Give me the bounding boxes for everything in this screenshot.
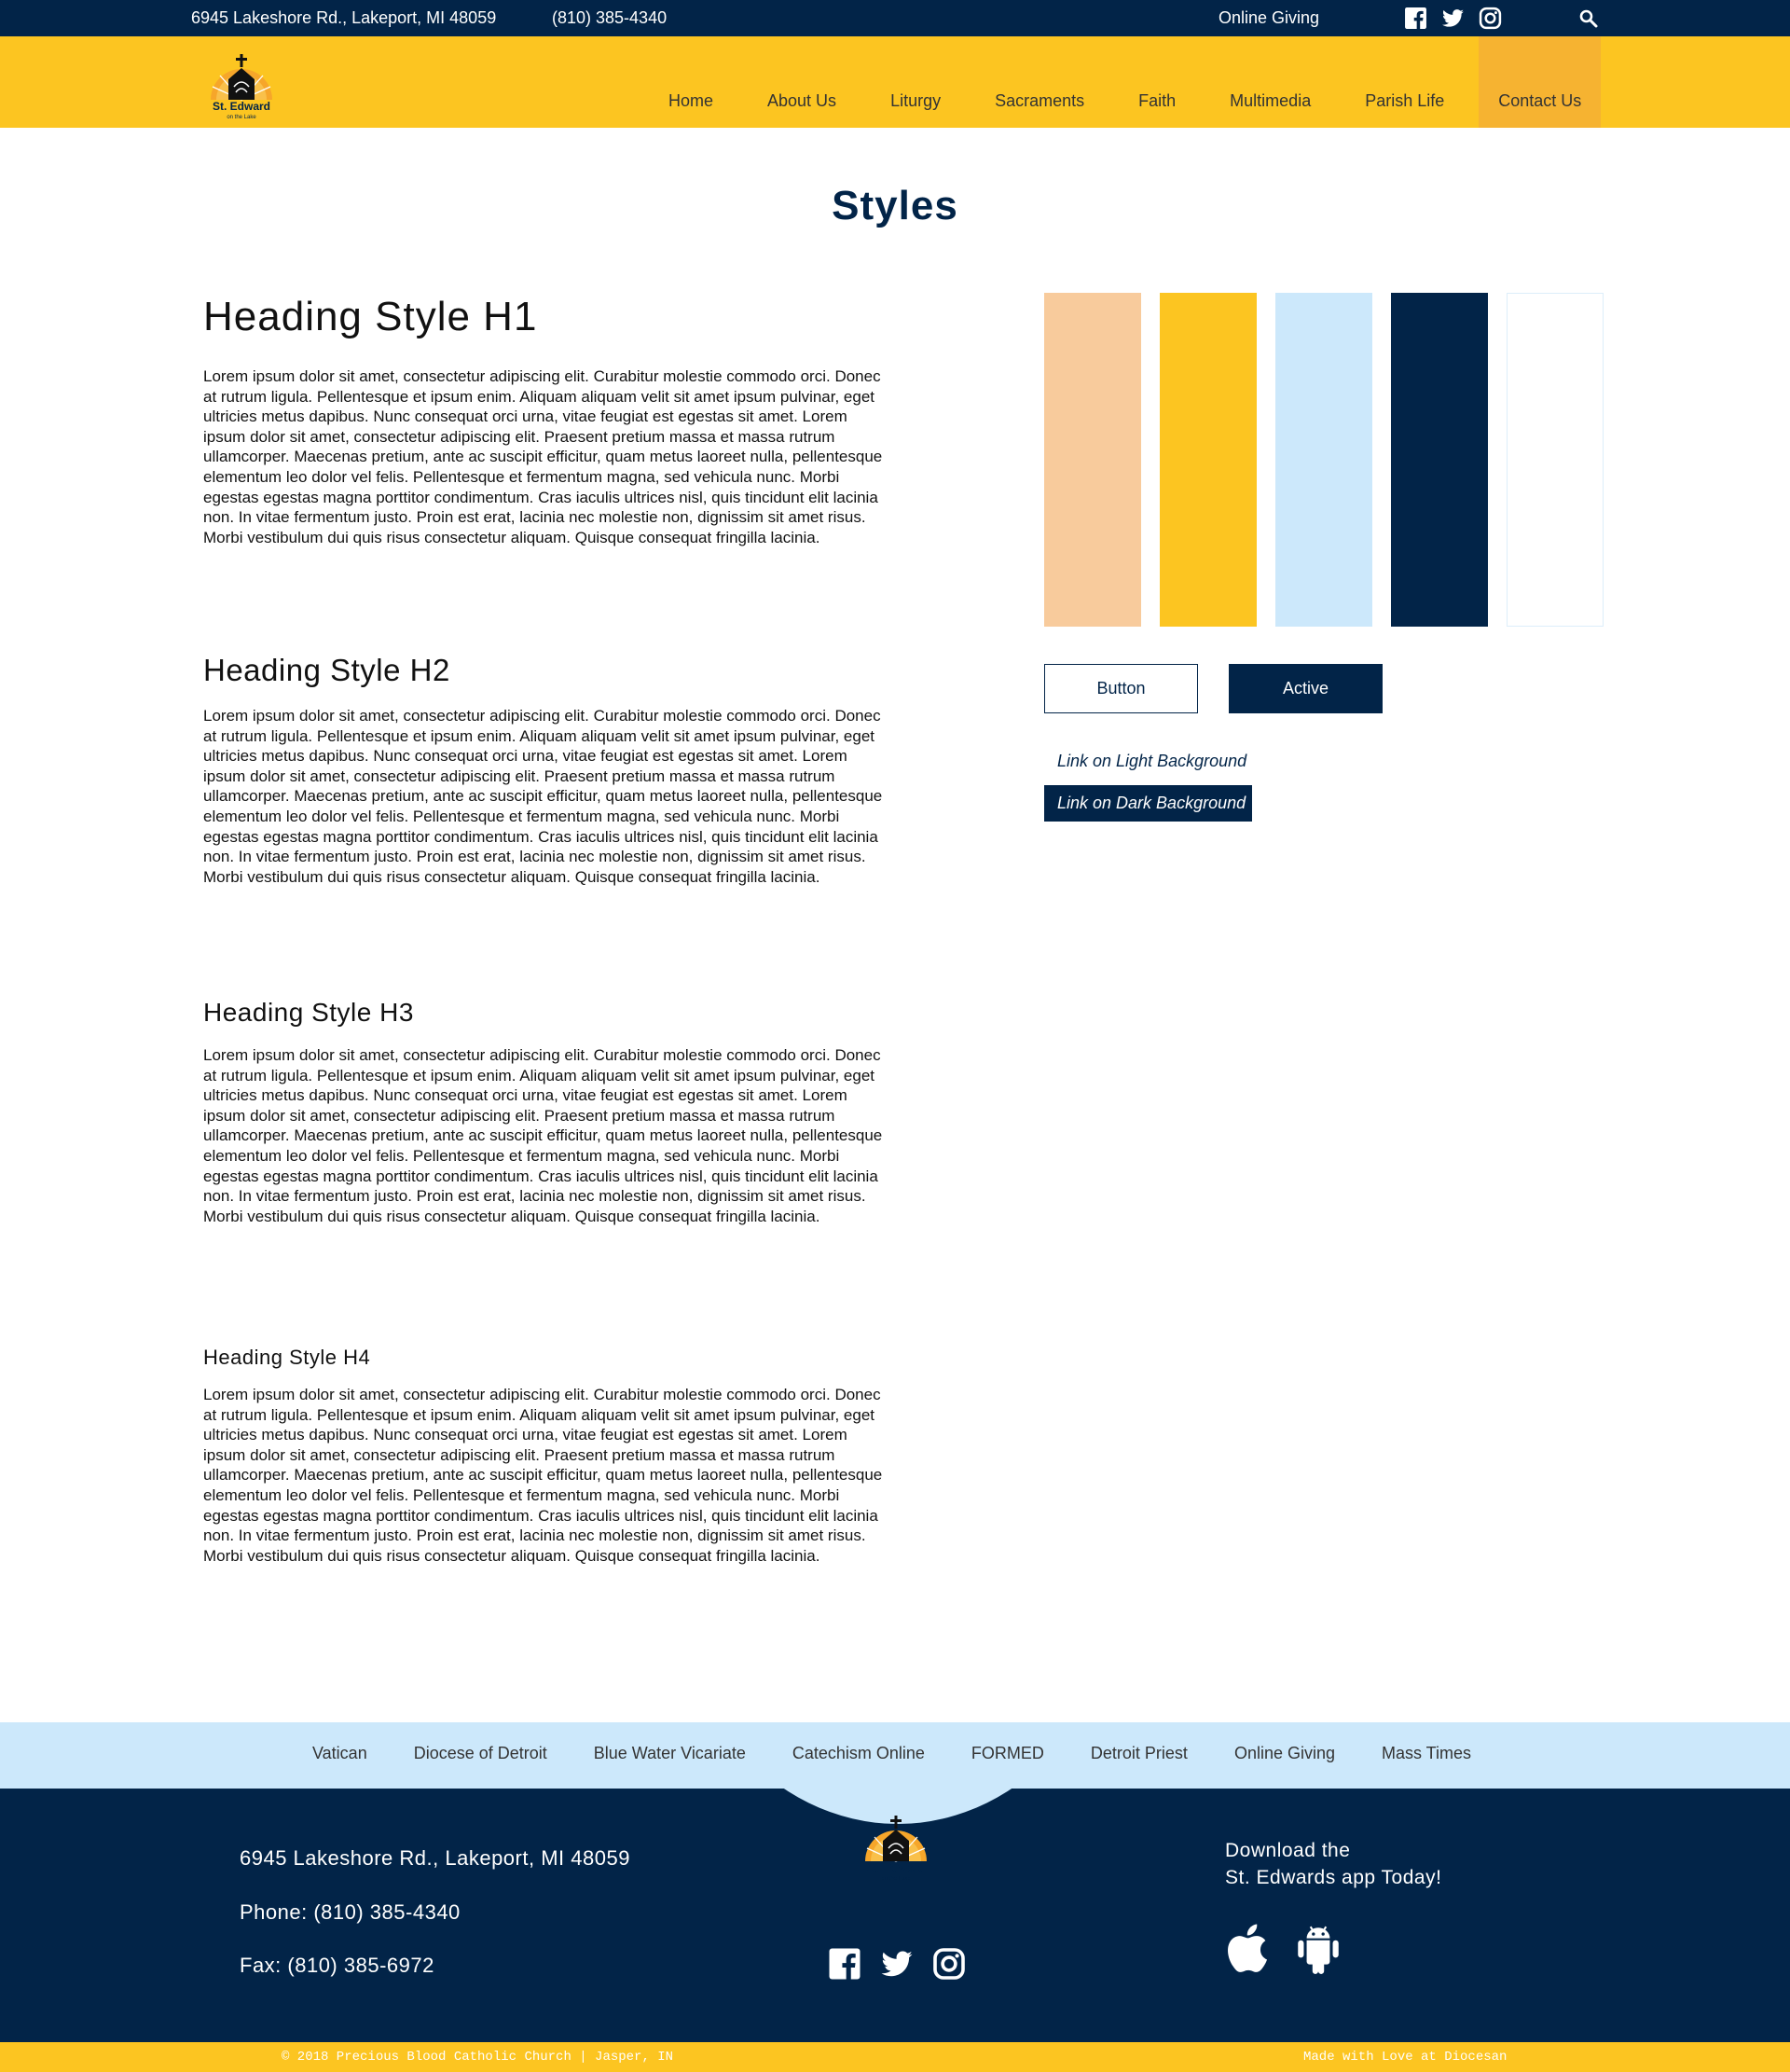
nav-item-about-us[interactable]: About Us xyxy=(767,91,837,110)
footer-logo[interactable] xyxy=(854,1807,938,1884)
parish-logo[interactable] xyxy=(203,46,280,122)
paragraph-h4: Lorem ipsum dolor sit amet, consectetur adipiscing elit. Curabitur molestie commodo orci. Donec at rutrum ligula. Pellentesque et ipsum enim. Aliquam aliquam velit sit amet ipsum pulvinar, eget ultricies metus dapibus. Nunc consequat orci urna, vitae feugiat est egestas sit amet. Lorem ipsum dolor sit amet, consectetur adipiscing elit. Praesent pretium massa et massa rutrum ullamcorper. Maecenas pretium, ante ac suscipit efficitur, quam metus laoreet nulla, pellentesque elementum leo dolor vel felis. Pellentesque et fermentum magna, sed vehicula nunc. Morbi egestas egestas magna porttitor condimentum. Cras iaculis ultrices nisl, quis tincidunt elit lacinia non. In vitae fermentum justo. Proin est erat, lacinia nec molestie non, dignissim sit amet risus. Morbi vestibulum dui quis risus consectetur aliquam. Quisque consequat fringilla lacinia. xyxy=(203,1386,883,1565)
heading-h2: Heading Style H2 xyxy=(203,653,450,687)
top-phone[interactable]: (810) 385-4340 xyxy=(552,8,668,27)
twitter-icon[interactable] xyxy=(880,1947,914,1981)
search-icon[interactable] xyxy=(1577,7,1600,30)
footer-link-detroit-priest[interactable]: Detroit Priest xyxy=(1090,1744,1188,1762)
nav-item-liturgy[interactable]: Liturgy xyxy=(890,91,942,110)
swatch-white xyxy=(1507,293,1604,627)
footer-link-vatican[interactable]: Vatican xyxy=(312,1744,367,1762)
heading-h1: Heading Style H1 xyxy=(203,294,538,339)
nav-item-contact-us[interactable]: Contact Us xyxy=(1479,36,1601,128)
dark-link-container xyxy=(1044,785,1252,822)
footer-fax: Fax: (810) 385-6972 xyxy=(240,1954,434,1977)
footer-phone[interactable]: Phone: (810) 385-4340 xyxy=(240,1900,461,1924)
instagram-icon[interactable] xyxy=(1479,7,1502,30)
nav-item-parish-life[interactable]: Parish Life xyxy=(1365,91,1445,110)
page-title: Styles xyxy=(832,183,958,228)
heading-h4: Heading Style H4 xyxy=(203,1346,371,1369)
facebook-icon[interactable] xyxy=(1404,7,1427,30)
bottom-bar xyxy=(0,2042,1790,2072)
footer-link-catechism-online[interactable]: Catechism Online xyxy=(792,1744,925,1762)
top-social-links xyxy=(1404,7,1502,30)
facebook-icon[interactable] xyxy=(828,1947,861,1981)
paragraph-h1: Lorem ipsum dolor sit amet, consectetur adipiscing elit. Curabitur molestie commodo orci. Donec at rutrum ligula. Pellentesque et ipsum enim. Aliquam aliquam velit sit amet ipsum pulvinar, eget ultricies metus dapibus. Nunc consequat orci urna, vitae feugiat est egestas sit amet. Lorem ipsum dolor sit amet, consectetur adipiscing elit. Praesent pretium massa et massa rutrum ullamcorper. Maecenas pretium, ante ac suscipit efficitur, quam metus laoreet nulla, pellentesque elementum leo dolor vel felis. Pellentesque et fermentum magna, sed vehicula nunc. Morbi egestas egestas magna porttitor condimentum. Cras iaculis ultrices nisl, quis tincidunt elit lacinia non. In vitae fermentum justo. Proin est erat, lacinia nec molestie non, dignissim sit amet risus. Morbi vestibulum dui quis risus consectetur aliquam. Quisque consequat fringilla lacinia. xyxy=(203,367,883,546)
instagram-icon[interactable] xyxy=(932,1947,966,1981)
swatch-peach xyxy=(1044,293,1141,627)
footer-logo-name-text: St. Edward xyxy=(866,1861,926,1874)
footer-links-bar xyxy=(0,1722,1790,1789)
nav-menu xyxy=(634,36,1601,128)
apple-icon[interactable] xyxy=(1221,1921,1270,1975)
footer-logo-subtitle-text: on the Lake xyxy=(881,1876,911,1882)
swatch-light-blue xyxy=(1275,293,1372,627)
footer-link-formed[interactable]: FORMED xyxy=(971,1744,1044,1762)
footer-link-diocese-of-detroit[interactable]: Diocese of Detroit xyxy=(413,1744,547,1762)
footer-address: 6945 Lakeshore Rd., Lakeport, MI 48059 xyxy=(240,1846,630,1870)
footer-link-online-giving[interactable]: Online Giving xyxy=(1233,1744,1335,1762)
footer-social-links xyxy=(828,1947,966,1981)
top-bar xyxy=(0,0,1790,36)
footer-link-blue-water-vicariate[interactable]: Blue Water Vicariate xyxy=(593,1744,746,1762)
logo-subtitle-text: on the Lake xyxy=(227,115,256,120)
main-navigation xyxy=(0,36,1790,128)
nav-item-faith[interactable]: Faith xyxy=(1138,91,1177,110)
nav-item-home[interactable]: Home xyxy=(668,91,714,110)
nav-item-multimedia[interactable]: Multimedia xyxy=(1230,91,1312,110)
copyright-text: © 2018 Precious Blood Catholic Church | Jasper, IN xyxy=(282,2050,674,2065)
footer xyxy=(0,1789,1790,2042)
paragraph-h3: Lorem ipsum dolor sit amet, consectetur adipiscing elit. Curabitur molestie commodo orci. Donec at rutrum ligula. Pellentesque et ipsum enim. Aliquam aliquam velit sit amet ipsum pulvinar, eget ultricies metus dapibus. Nunc consequat orci urna, vitae feugiat est egestas sit amet. Lorem ipsum dolor sit amet, consectetur adipiscing elit. Praesent pretium massa et massa rutrum ullamcorper. Maecenas pretium, ante ac suscipit efficitur, quam metus laoreet nulla, pellentesque elementum leo dolor vel felis. Pellentesque et fermentum magna, sed vehicula nunc. Morbi egestas egestas magna porttitor condimentum. Cras iaculis ultrices nisl, quis tincidunt elit lacinia non. In vitae fermentum justo. Proin est erat, lacinia nec molestie non, dignissim sit amet risus. Morbi vestibulum dui quis risus consectetur aliquam. Quisque consequat fringilla lacinia. xyxy=(203,1046,883,1225)
logo-name-text: St. Edward xyxy=(212,100,271,113)
download-app-line2: St. Edwards app Today! xyxy=(1225,1867,1442,1888)
sample-button[interactable]: Button xyxy=(1044,664,1198,713)
swatch-gold xyxy=(1160,293,1257,627)
nav-item-sacraments[interactable]: Sacraments xyxy=(995,91,1085,110)
footer-link-mass-times[interactable]: Mass Times xyxy=(1382,1744,1472,1762)
download-app-line1: Download the xyxy=(1225,1840,1351,1861)
top-online-giving-link[interactable]: Online Giving xyxy=(1219,8,1320,27)
link-light-background[interactable]: Link on Light Background xyxy=(1057,752,1247,770)
link-dark-background[interactable]: Link on Dark Background xyxy=(1057,794,1246,812)
swatch-navy xyxy=(1391,293,1488,627)
made-with-love-link[interactable]: Made with Love at Diocesan xyxy=(1303,2050,1508,2065)
twitter-icon[interactable] xyxy=(1441,7,1465,30)
paragraph-h2: Lorem ipsum dolor sit amet, consectetur adipiscing elit. Curabitur molestie commodo orci. Donec at rutrum ligula. Pellentesque et ipsum enim. Aliquam aliquam velit sit amet ipsum pulvinar, eget ultricies metus dapibus. Nunc consequat orci urna, vitae feugiat est egestas sit amet. Lorem ipsum dolor sit amet, consectetur adipiscing elit. Praesent pretium massa et massa rutrum ullamcorper. Maecenas pretium, ante ac suscipit efficitur, quam metus laoreet nulla, pellentesque elementum leo dolor vel felis. Pellentesque et fermentum magna, sed vehicula nunc. Morbi egestas egestas magna porttitor condimentum. Cras iaculis ultrices nisl, quis tincidunt elit lacinia non. In vitae fermentum justo. Proin est erat, lacinia nec molestie non, dignissim sit amet risus. Morbi vestibulum dui quis risus consectetur aliquam. Quisque consequat fringilla lacinia. xyxy=(203,707,883,886)
color-swatches xyxy=(1044,293,1604,627)
android-icon[interactable] xyxy=(1294,1921,1342,1975)
heading-h3: Heading Style H3 xyxy=(203,998,414,1027)
top-address: 6945 Lakeshore Rd., Lakeport, MI 48059 xyxy=(191,8,497,27)
sample-active-button[interactable]: Active xyxy=(1229,664,1383,713)
